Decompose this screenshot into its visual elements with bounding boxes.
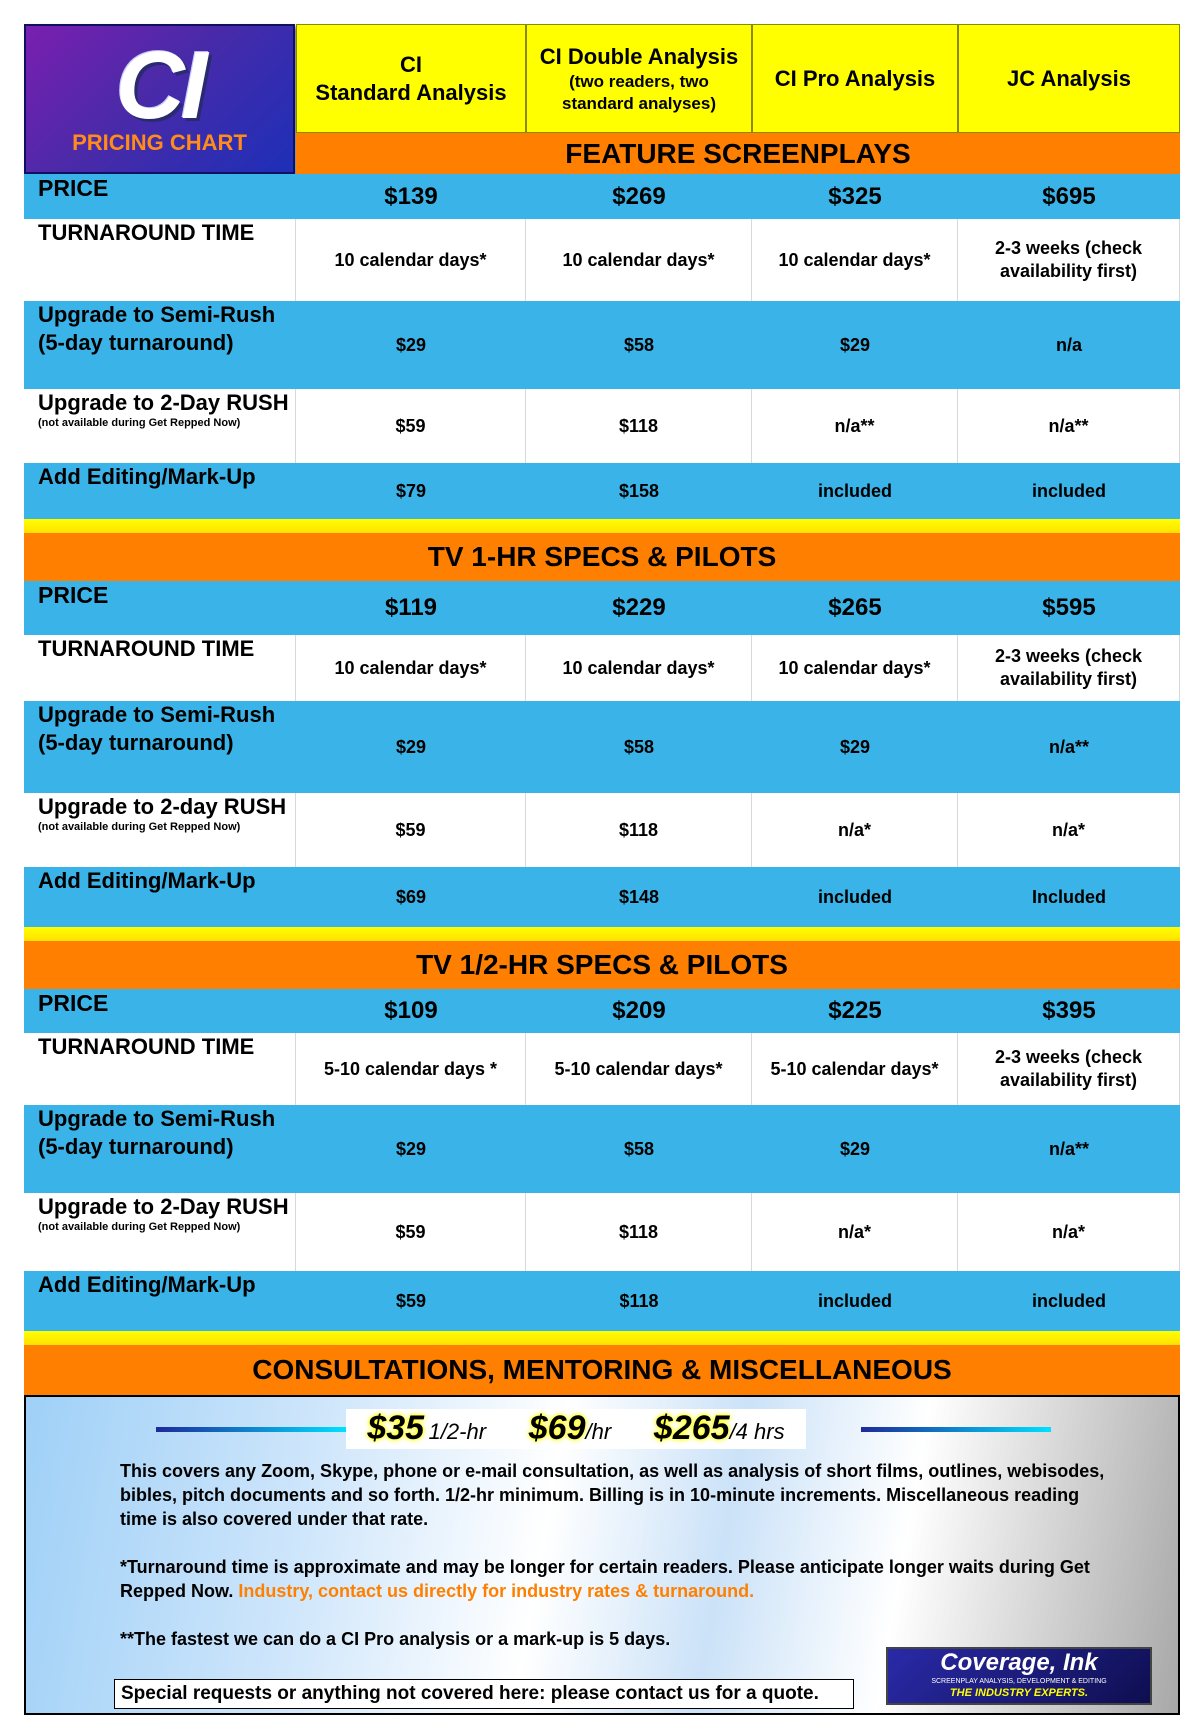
turnaround-note-text: *Turnaround time is approximate and may be longer for certain readers. Please anticipate longer waits during Get Repped Now.: [120, 1557, 1090, 1601]
value-cell: 5-10 calendar days*: [752, 1033, 958, 1105]
column-header-line2: Standard Analysis: [315, 79, 507, 105]
value-cell: 5-10 calendar days*: [526, 1033, 752, 1105]
section-divider: [24, 1331, 1180, 1345]
price-cell: $269: [612, 182, 666, 210]
consultation-paragraph: This covers any Zoom, Skype, phone or e-mail consultation, as well as analysis of short films, outlines, webisodes, bibles, pitch documents and so forth. 1/2-hr minimum. Billing is in 10-minute increments. Miscellaneous reading time is also covered under that rate.: [120, 1461, 1105, 1529]
value-cell: n/a*: [752, 1193, 958, 1271]
row-label: Add Editing/Mark-Up: [38, 868, 256, 893]
price-cell: $229: [612, 594, 666, 621]
value-cell: included: [1031, 1290, 1106, 1311]
special-requests-note: Special requests or anything not covered here: please contact us for a quote.: [114, 1679, 854, 1709]
value-cell: 5-10 calendar days *: [296, 1033, 526, 1105]
value-cell: $59: [395, 1290, 427, 1311]
brand-slogan: THE INDUSTRY EXPERTS.: [949, 1687, 1089, 1699]
section-title-tv-1hr: TV 1-HR SPECS & PILOTS: [24, 533, 1180, 581]
pro-note: **The fastest we can do a CI Pro analysis or a mark-up is 5 days.: [120, 1629, 671, 1649]
value-cell: included: [817, 886, 892, 907]
tvhalf-editing-row: [24, 1271, 1180, 1331]
value-cell: n/a**: [752, 389, 958, 463]
value-cell: $148: [618, 886, 660, 907]
column-header-pro: [752, 24, 958, 133]
value-cell: 10 calendar days*: [526, 635, 752, 701]
feature-rush-row: [24, 389, 1180, 463]
row-label: Add Editing/Mark-Up: [38, 1272, 256, 1297]
row-label: Upgrade to 2-Day RUSH: [38, 390, 289, 415]
column-header-line1: CI Pro Analysis: [774, 65, 936, 91]
tvhalf-turnaround-row: [24, 1033, 1180, 1105]
row-label: TURNAROUND TIME: [38, 636, 255, 661]
logo-mark: CI: [115, 32, 204, 139]
value-cell: 2-3 weeks (check availability first): [958, 219, 1180, 301]
price-cell: $695: [1042, 182, 1096, 210]
logo-subtitle: PRICING CHART: [72, 130, 247, 155]
value-cell: n/a: [1055, 334, 1082, 355]
feature-turnaround-row: [24, 219, 1180, 301]
section-divider: [24, 519, 1180, 533]
consultation-text: [120, 1459, 1110, 1675]
feature-editing-row: [24, 463, 1180, 519]
value-cell: n/a*: [752, 793, 958, 867]
value-cell: $29: [395, 736, 427, 757]
value-cell: 10 calendar days*: [296, 635, 526, 701]
section-title-feature: FEATURE SCREENPLAYS: [296, 133, 1180, 174]
row-sublabel: (not available during Get Repped Now): [38, 417, 241, 429]
column-header-line1: CI: [399, 51, 422, 77]
column-header-standard: [296, 24, 526, 133]
brand-name: Coverage, Ink: [940, 1649, 1098, 1676]
tvhalf-semirush-row: [24, 1105, 1180, 1193]
row-label: PRICE: [38, 582, 109, 608]
row-label: Upgrade to 2-Day RUSH: [38, 1194, 289, 1219]
value-cell: 2-3 weeks (check availability first): [958, 635, 1180, 701]
value-cell: n/a*: [958, 793, 1180, 867]
row-label: TURNAROUND TIME: [38, 1034, 255, 1059]
value-cell: $118: [526, 1193, 752, 1271]
coverage-ink-logo: [886, 1647, 1152, 1705]
row-label: Upgrade to Semi-Rush (5-day turnaround): [38, 702, 276, 755]
tv1hr-rush-row: [24, 793, 1180, 867]
row-label: PRICE: [38, 175, 109, 201]
price-cell: $395: [1042, 997, 1096, 1024]
column-header-double: [526, 24, 752, 133]
rate-price: $69: [528, 1409, 586, 1447]
row-label: PRICE: [38, 990, 109, 1016]
decorative-line: [156, 1427, 346, 1432]
row-label: Upgrade to Semi-Rush (5-day turnaround): [38, 302, 276, 355]
consultation-box: [24, 1395, 1180, 1715]
row-label: Add Editing/Mark-Up: [38, 464, 256, 489]
rate-unit: /hr: [585, 1419, 612, 1444]
value-cell: n/a**: [958, 389, 1180, 463]
feature-semirush-row: [24, 301, 1180, 389]
value-cell: 10 calendar days*: [526, 219, 752, 301]
decorative-line: [861, 1427, 1051, 1432]
rate-unit: 1/2-hr: [428, 1419, 487, 1444]
value-cell: $29: [839, 1138, 871, 1159]
rate-price: $265: [653, 1409, 730, 1447]
value-cell: $118: [526, 389, 752, 463]
rate-item: [367, 1409, 486, 1448]
value-cell: $29: [395, 1138, 427, 1159]
section-title-consultations: CONSULTATIONS, MENTORING & MISCELLANEOUS: [24, 1345, 1180, 1395]
turnaround-note: [120, 1555, 1110, 1603]
rate-item: [529, 1409, 611, 1448]
value-cell: $59: [296, 793, 526, 867]
value-cell: $158: [618, 480, 660, 501]
price-cell: $265: [828, 594, 882, 621]
value-cell: 10 calendar days*: [752, 219, 958, 301]
value-cell: n/a**: [1048, 1138, 1090, 1159]
consultation-rates: [346, 1409, 806, 1449]
value-cell: 2-3 weeks (check availability first): [958, 1033, 1180, 1105]
section-title-tv-halfhr: TV 1/2-HR SPECS & PILOTS: [24, 941, 1180, 989]
row-label: Upgrade to Semi-Rush (5-day turnaround): [38, 1106, 276, 1159]
rate-unit: /4 hrs: [729, 1419, 785, 1444]
price-cell: $119: [384, 594, 438, 621]
value-cell: included: [1031, 480, 1106, 501]
tv1hr-price-row: [24, 581, 1180, 635]
value-cell: $59: [296, 1193, 526, 1271]
value-cell: 10 calendar days*: [296, 219, 526, 301]
price-cell: $209: [612, 997, 666, 1024]
tvhalf-rush-row: [24, 1193, 1180, 1271]
row-sublabel: (not available during Get Repped Now): [38, 1221, 241, 1233]
value-cell: $79: [395, 480, 427, 501]
column-header-note: (two readers, two standard analyses): [561, 71, 716, 113]
row-sublabel: (not available during Get Repped Now): [38, 821, 241, 833]
industry-note: Industry, contact us directly for industry rates & turnaround.: [238, 1581, 755, 1601]
row-label: TURNAROUND TIME: [38, 220, 255, 245]
brand-tagline: SCREENPLAY ANALYSIS, DEVELOPMENT & EDITING: [931, 1678, 1107, 1685]
tv1hr-turnaround-row: [24, 635, 1180, 701]
value-cell: n/a**: [1048, 736, 1090, 757]
value-cell: $59: [296, 389, 526, 463]
price-cell: $325: [828, 182, 882, 210]
column-header-line1: CI Double Analysis: [539, 43, 739, 69]
value-cell: $29: [839, 736, 871, 757]
value-cell: n/a*: [958, 1193, 1180, 1271]
price-cell: $225: [828, 997, 882, 1024]
tv1hr-semirush-row: [24, 701, 1180, 793]
tvhalf-price-row: [24, 989, 1180, 1033]
value-cell: Included: [1031, 886, 1106, 907]
price-cell: $139: [384, 182, 438, 210]
value-cell: 10 calendar days*: [752, 635, 958, 701]
tv1hr-editing-row: [24, 867, 1180, 927]
row-label: Upgrade to 2-day RUSH: [38, 794, 287, 819]
section-divider: [24, 927, 1180, 941]
value-cell: $58: [623, 334, 655, 355]
value-cell: $29: [839, 334, 871, 355]
value-cell: $58: [623, 736, 655, 757]
value-cell: $58: [623, 1138, 655, 1159]
value-cell: $29: [395, 334, 427, 355]
price-cell: $595: [1042, 594, 1096, 621]
value-cell: $118: [619, 1290, 659, 1311]
feature-price-row: [24, 174, 1180, 219]
ci-logo: [24, 24, 295, 174]
value-cell: included: [817, 1290, 892, 1311]
rate-price: $35: [367, 1409, 425, 1447]
column-header-line1: JC Analysis: [1007, 65, 1131, 91]
value-cell: included: [817, 480, 892, 501]
value-cell: $69: [395, 886, 427, 907]
column-header-jc: [958, 24, 1180, 133]
rate-item: [654, 1409, 785, 1448]
price-cell: $109: [384, 997, 438, 1024]
value-cell: $118: [526, 793, 752, 867]
